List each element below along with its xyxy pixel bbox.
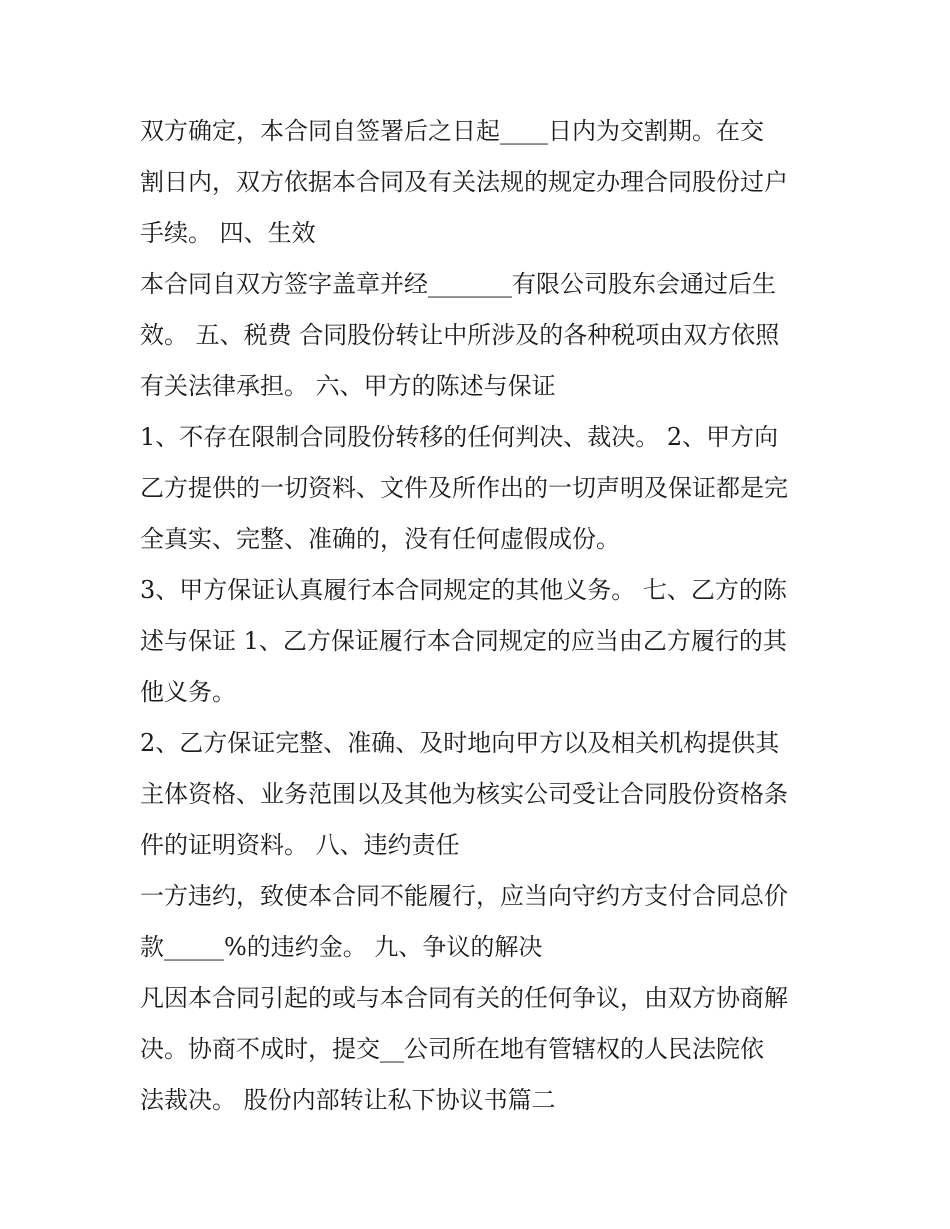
- text-line: 割日内，双方依据本合同及有关法规的规定办理合同股份过户: [140, 168, 788, 196]
- text-line: 款_____%的违约金。 九、争议的解决: [140, 933, 543, 961]
- text-line: 有关法律承担。 六、甲方的陈述与保证: [140, 372, 556, 400]
- document-body: [140, 106, 830, 1126]
- text-line: 手续。 四、生效: [140, 219, 316, 247]
- text-line: 本合同自双方签字盖章并经_______有限公司股东会通过后生: [140, 270, 776, 298]
- text-line: 主体资格、业务范围以及其他为核实公司受让合同股份资格条: [140, 780, 788, 808]
- text-line: 件的证明资料。 八、违约责任: [140, 831, 460, 859]
- text-line: 凡因本合同引起的或与本合同有关的任何争议，由双方协商解: [140, 984, 788, 1012]
- text-line: 全真实、完整、准确的，没有任何虚假成份。: [140, 525, 620, 553]
- text-line: 一方违约，致使本合同不能履行，应当向守约方支付合同总价: [140, 882, 788, 910]
- text-line: 效。 五、税费 合同股份转让中所涉及的各种税项由双方依照: [140, 321, 780, 349]
- text-line: 2、乙方保证完整、准确、及时地向甲方以及相关机构提供其: [140, 729, 780, 757]
- text-line: 决。协商不成时，提交__公司所在地有管辖权的人民法院依: [140, 1035, 764, 1063]
- text-line: 法裁决。 股份内部转让私下协议书篇二: [140, 1086, 556, 1114]
- text-line: 他义务。: [140, 678, 236, 706]
- text-line: 述与保证 1、乙方保证履行本合同规定的应当由乙方履行的其: [140, 627, 787, 655]
- text-line: 双方确定，本合同自签署后之日起____日内为交割期。在交: [140, 117, 764, 145]
- text-line: 乙方提供的一切资料、文件及所作出的一切声明及保证都是完: [140, 474, 788, 502]
- text-line: 3、甲方保证认真履行本合同规定的其他义务。 七、乙方的陈: [140, 576, 787, 604]
- text-line: 1、不存在限制合同股份转移的任何判决、裁决。 2、甲方向: [140, 423, 779, 451]
